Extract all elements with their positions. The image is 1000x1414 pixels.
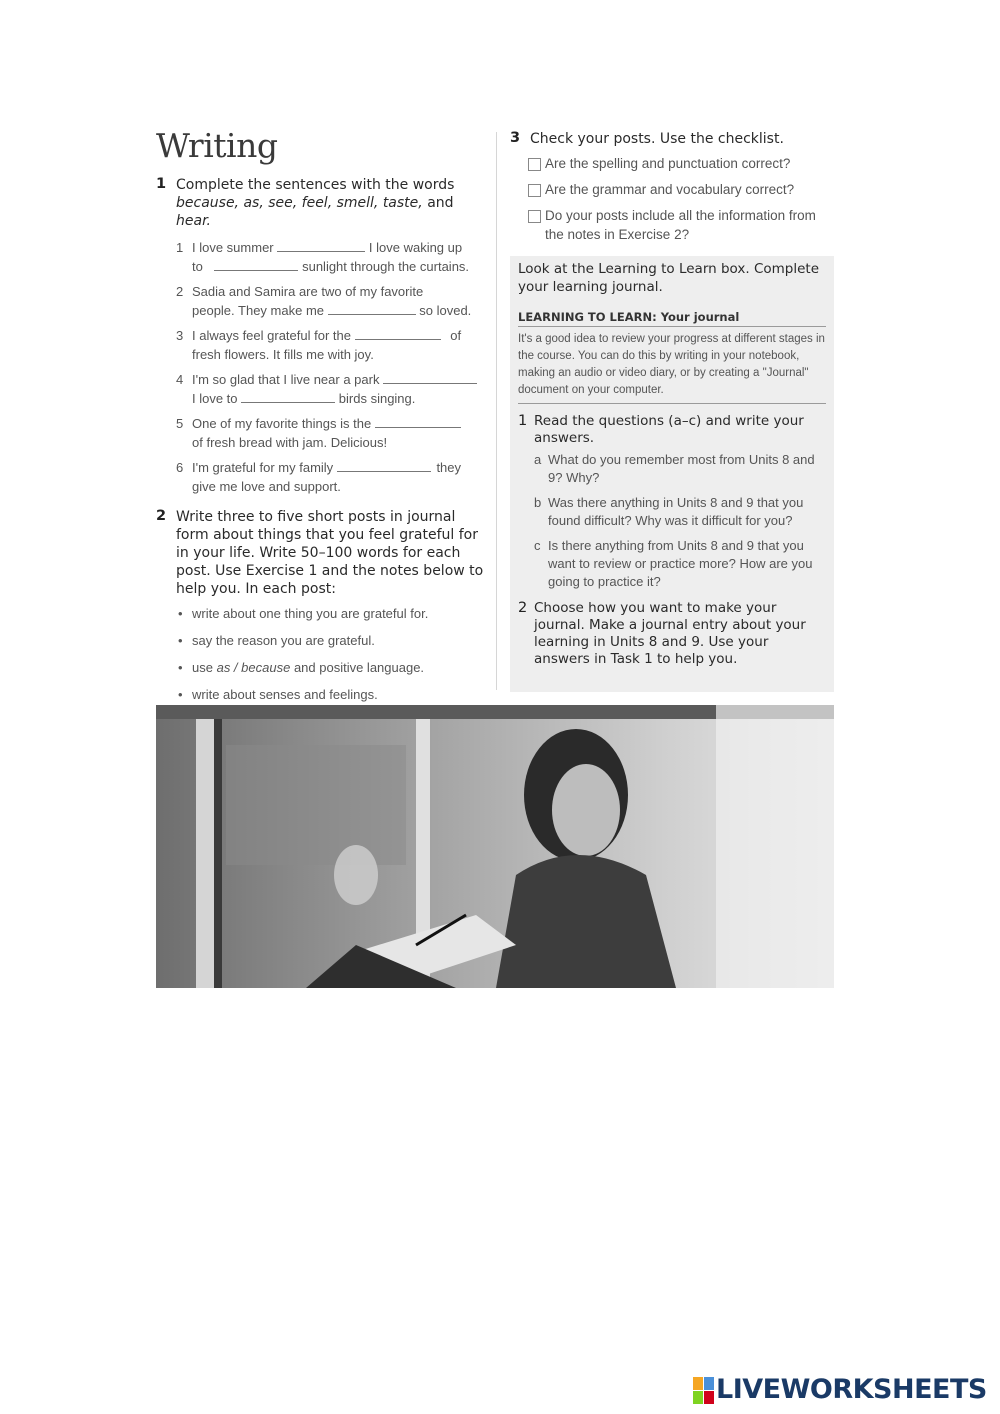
- page-title: Writing: [156, 126, 278, 165]
- logo-square: [704, 1377, 714, 1390]
- answer-blank[interactable]: [337, 459, 431, 472]
- learning-intro: Look at the Learning to Learn box. Complete your learning journal.: [518, 261, 820, 295]
- learning-heading: LEARNING TO LEARN: Your journal: [518, 310, 826, 327]
- left-column: [156, 176, 486, 704]
- right-column: [496, 130, 834, 244]
- checklist-item: Do your posts include all the information from the notes in Exercise 2?: [528, 206, 834, 244]
- answer-blank[interactable]: [277, 239, 365, 252]
- brand-footer: [693, 1374, 987, 1405]
- bullet-item: • say the reason you are grateful.: [178, 633, 375, 648]
- exercise-3-header: [510, 130, 834, 148]
- question-item: c Is there anything from Units 8 and 9 that you want to review or practice more? How are you going to practice it?: [534, 538, 813, 589]
- exercise-instruction: Complete the sentences with the words because, as, see, feel, smell, taste, and hear.: [176, 177, 455, 229]
- answer-blank[interactable]: [328, 302, 416, 315]
- exercise-1-header: [156, 176, 486, 230]
- checkbox[interactable]: [528, 158, 541, 171]
- answer-blank[interactable]: [355, 327, 441, 340]
- exercise-2-header: [156, 508, 486, 598]
- exercise-instruction: Write three to five short posts in journal form about things that you feel grateful for in your life. Write 50–100 words for each post. Use Exercise 1 and the notes below to help you. In each post:: [176, 509, 484, 597]
- exercise-item: 5 One of my favorite things is the of fresh bread with jam. Delicious!: [176, 414, 486, 452]
- exercise-instruction: Check your posts. Use the checklist.: [530, 131, 784, 147]
- liveworksheets-logo-icon: [693, 1377, 713, 1403]
- logo-square: [693, 1377, 703, 1390]
- exercise-item: 2 Sadia and Samira are two of my favorite people. They make me so loved.: [176, 284, 472, 318]
- brand-name: LIVEWORKSHEETS: [716, 1374, 987, 1405]
- learning-box: [510, 256, 834, 692]
- exercise-item: 4 I'm so glad that I live near a park I love to birds singing.: [176, 370, 486, 408]
- checklist-item: Are the grammar and vocabulary correct?: [528, 180, 834, 199]
- bullet-item: • write about one thing you are grateful for.: [178, 606, 429, 621]
- bullet-item: • use as / because and positive language.: [178, 660, 425, 675]
- checkbox[interactable]: [528, 210, 541, 223]
- checkbox[interactable]: [528, 184, 541, 197]
- logo-square: [693, 1391, 703, 1404]
- photo-illustration: [156, 705, 834, 988]
- task-2: 2 Choose how you want to make your journal. Make a journal entry about your learning in Units 8 and 9. Use your answers in Task 1 to help you.: [518, 600, 806, 667]
- exercise-item: 6 I'm grateful for my family they give me love and support.: [176, 460, 462, 494]
- task-1: 1 Read the questions (a–c) and write your answers.: [518, 413, 804, 446]
- answer-blank[interactable]: [375, 415, 461, 428]
- answer-blank[interactable]: [383, 371, 477, 384]
- answer-blank[interactable]: [241, 390, 335, 403]
- logo-square: [704, 1391, 714, 1404]
- bullet-item: • write about senses and feelings.: [178, 687, 378, 702]
- exercise-item: 3 I always feel grateful for the of fresh flowers. It fills me with joy.: [176, 328, 462, 362]
- answer-blank[interactable]: [214, 258, 298, 271]
- question-item: a What do you remember most from Units 8 and 9? Why?: [534, 452, 815, 485]
- exercise-number: 1: [156, 176, 167, 192]
- photo-woman-writing-journal: [156, 705, 834, 988]
- exercise-number: 3: [510, 130, 521, 146]
- exercise-number: 2: [156, 508, 167, 524]
- learning-paragraph: It's a good idea to review your progress at different stages in the course. You can do this by writing in your notebook, making an audio or video diary, or by creating a "Journal" document on your computer.: [518, 331, 826, 404]
- checklist-item: Are the spelling and punctuation correct?: [528, 154, 834, 173]
- exercise-item: 1 I love summer I love waking up to sunlight through the curtains.: [176, 240, 470, 274]
- question-item: b Was there anything in Units 8 and 9 that you found difficult? Why was it difficult for you?: [534, 495, 804, 528]
